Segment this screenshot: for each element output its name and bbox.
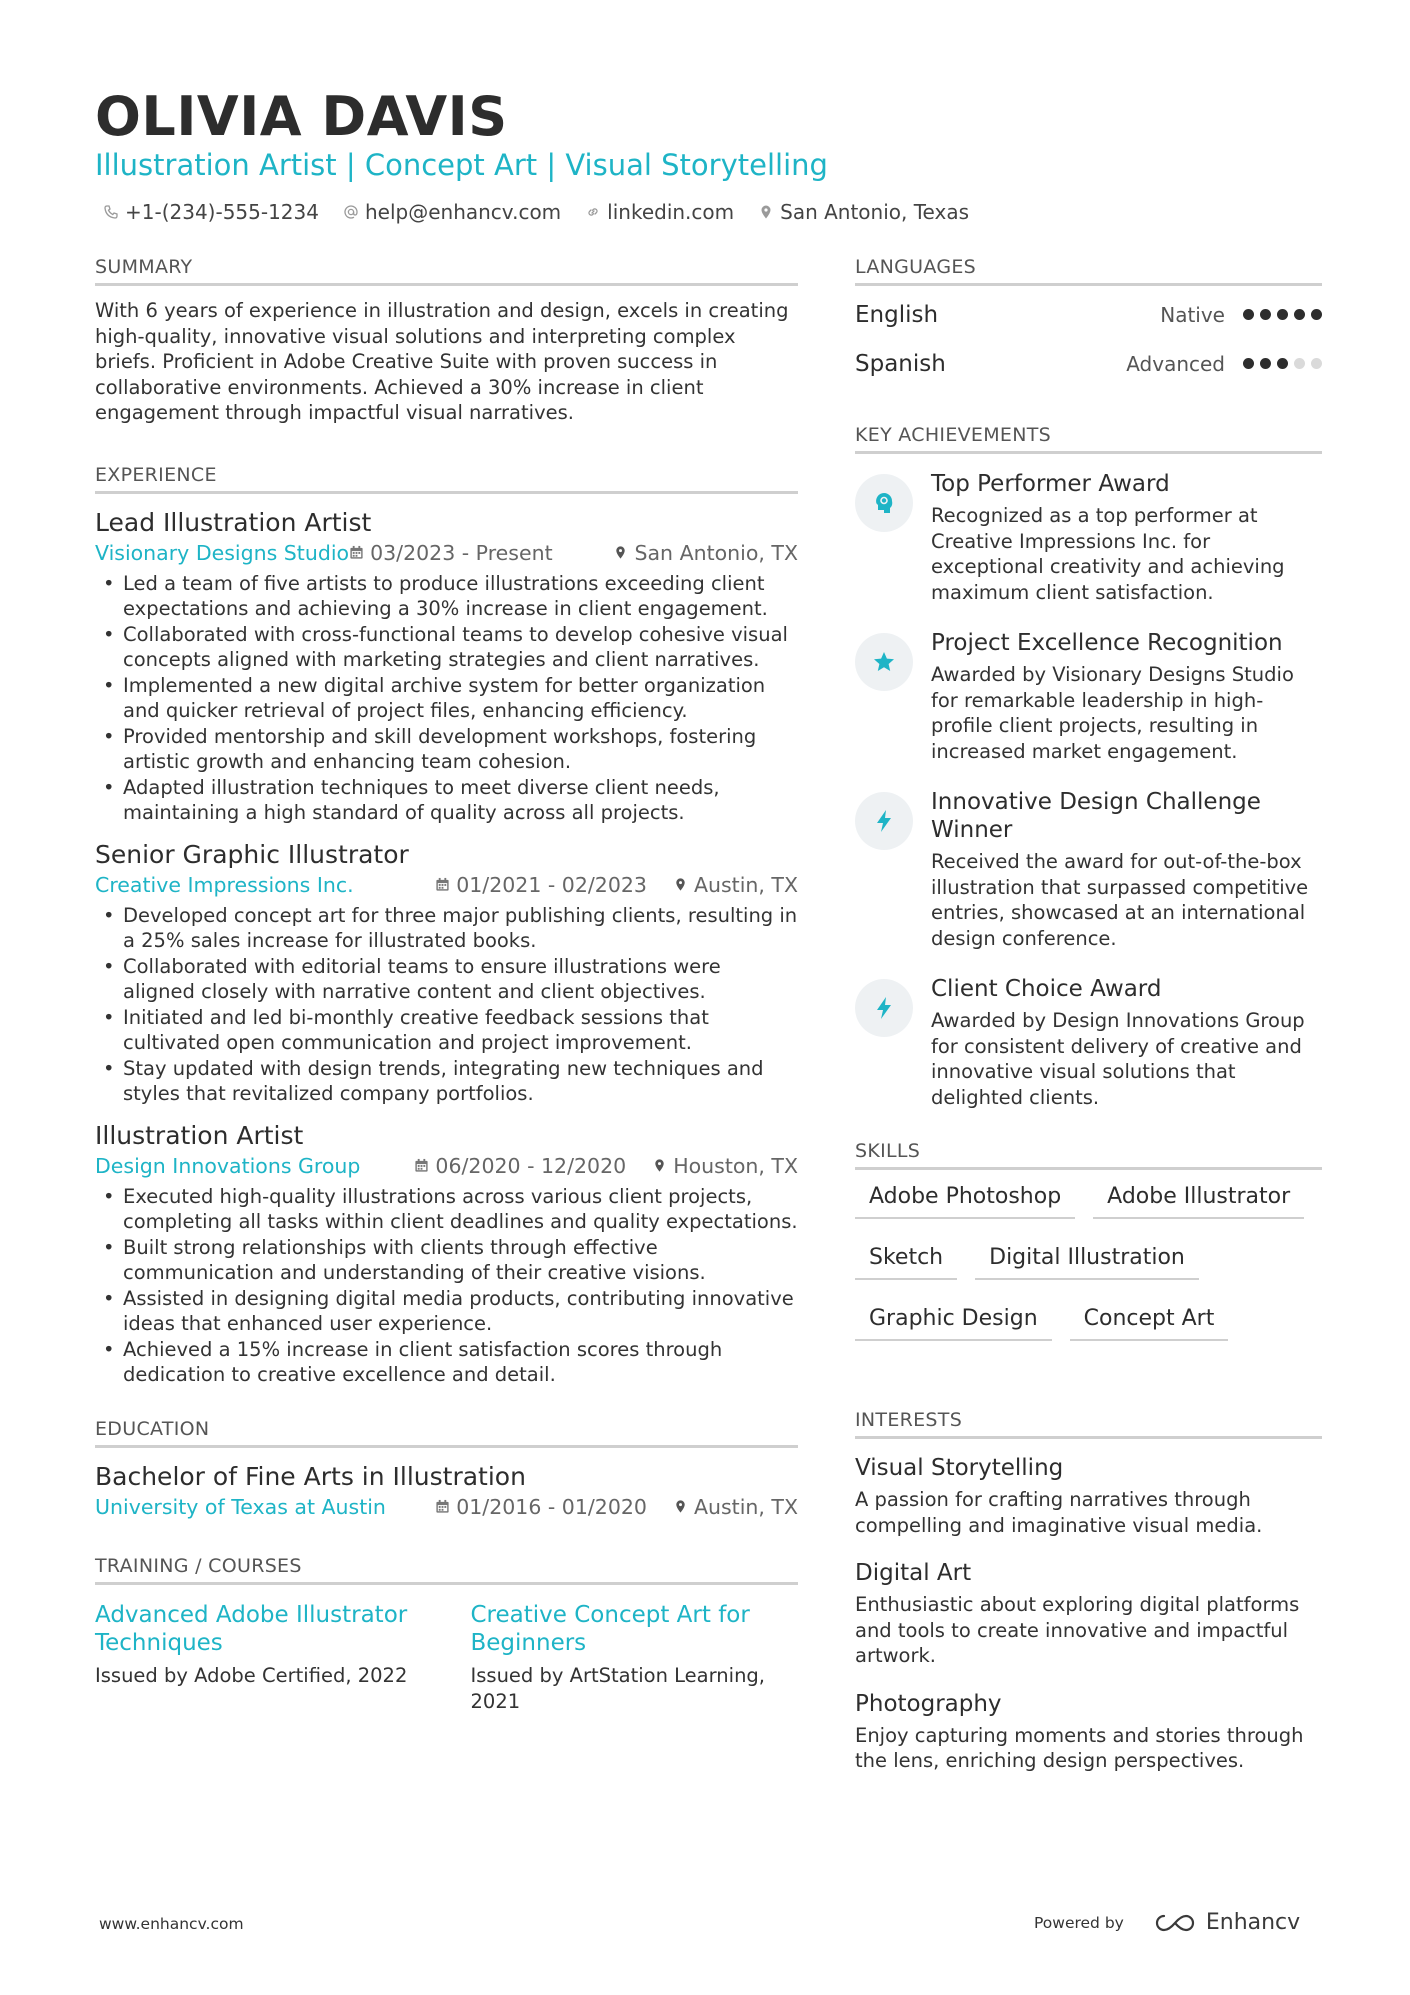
job-bullets xyxy=(95,903,798,1107)
calendar-icon xyxy=(349,545,364,560)
location-pin-icon xyxy=(652,1157,667,1174)
job-bullet: • Assisted in designing digital media products, contributing innovative ideas that enhanced user experience. xyxy=(95,1286,798,1337)
experience-title: EXPERIENCE xyxy=(95,464,798,494)
achievement-item xyxy=(855,629,1322,764)
job-title: Senior Graphic Illustrator xyxy=(95,839,409,869)
course-title: Advanced Adobe Illustrator Techniques xyxy=(95,1601,408,1656)
education-meta xyxy=(95,1495,798,1519)
job-company: Design Innovations Group xyxy=(95,1153,361,1178)
star-icon xyxy=(855,633,913,691)
calendar-icon xyxy=(414,1158,429,1173)
interest-desc: Enjoy capturing moments and stories through the lens, enriching design perspectives. xyxy=(855,1723,1304,1772)
job-bullets xyxy=(95,571,798,826)
job-title: Illustration Artist xyxy=(95,1120,304,1150)
job-title: Lead Illustration Artist xyxy=(95,507,372,537)
achievement-item xyxy=(855,975,1322,1110)
contact-location xyxy=(758,200,969,224)
training-title: TRAINING / COURSES xyxy=(95,1555,798,1585)
languages-title: LANGUAGES xyxy=(855,256,1322,286)
right-column xyxy=(855,256,1322,1796)
job-location xyxy=(613,541,798,565)
job-bullet: • Led a team of five artists to produce illustrations exceeding client expectations and achieving a 30% increase in client engagement. xyxy=(95,571,798,622)
course-item xyxy=(95,1601,423,1715)
left-column xyxy=(95,256,798,1715)
footer-url[interactable]: www.enhancv.com xyxy=(99,1915,244,1933)
location-pin-icon xyxy=(758,204,774,220)
job-dates xyxy=(349,541,553,565)
job-company: Creative Impressions Inc. xyxy=(95,872,354,897)
achievement-title: Top Performer Award xyxy=(931,471,1170,497)
education-location xyxy=(673,1495,798,1519)
interest-desc: A passion for crafting narratives through compelling and imaginative visual media. xyxy=(855,1488,1263,1537)
candidate-name: OLIVIA DAVIS xyxy=(95,85,508,148)
lightning-bolt-icon xyxy=(855,979,913,1037)
interest-item xyxy=(855,1560,1322,1669)
achievement-title: Innovative Design Challenge Winner xyxy=(931,789,1261,843)
job-bullet: • Developed concept art for three major publishing clients, resulting in a 25% sales increase for illustrated books. xyxy=(95,903,798,954)
language-name: Spanish xyxy=(855,350,946,377)
course-issuer: Issued by ArtStation Learning, 2021 xyxy=(470,1663,765,1713)
contact-linkedin[interactable] xyxy=(585,200,734,224)
contact-bar xyxy=(103,200,969,224)
skills-title: SKILLS xyxy=(855,1140,1322,1170)
interest-item xyxy=(855,1691,1322,1774)
job-entry xyxy=(95,1121,798,1388)
skill-tag: Graphic Design xyxy=(855,1300,1052,1341)
language-name: English xyxy=(855,301,939,328)
skills-section xyxy=(855,1140,1322,1361)
rating-dot xyxy=(1260,358,1271,369)
job-entry xyxy=(95,508,798,826)
job-bullet: • Implemented a new digital archive system for better organization and quicker retrieval of project files, enhancing efficiency. xyxy=(95,673,798,724)
headline: Illustration Artist | Concept Art | Visual Storytelling xyxy=(95,148,828,182)
job-dates-text: 06/2020 - 12/2020 xyxy=(435,1153,627,1178)
skill-tag: Digital Illustration xyxy=(975,1239,1199,1280)
interests-title: INTERESTS xyxy=(855,1409,1322,1439)
education-location-text: Austin, TX xyxy=(693,1494,798,1519)
job-dates-text: 03/2023 - Present xyxy=(370,540,553,565)
job-bullet: • Collaborated with editorial teams to ensure illustrations were aligned closely with narrative content and client objectives. xyxy=(95,954,798,1005)
education-dates xyxy=(435,1495,647,1519)
course-item xyxy=(471,1601,799,1715)
language-row xyxy=(855,290,1322,339)
contact-email-text: help@enhancv.com xyxy=(364,200,562,224)
location-pin-icon xyxy=(613,544,628,561)
job-dates xyxy=(414,1154,626,1178)
powered-by-label: Powered by xyxy=(1034,1913,1124,1932)
education-section xyxy=(95,1418,798,1519)
job-meta xyxy=(95,541,798,565)
education-dates-text: 01/2016 - 01/2020 xyxy=(456,1494,647,1519)
job-bullet: • Built strong relationships with clients through effective communication and understanding of their creative visions. xyxy=(95,1235,798,1286)
brand-logo xyxy=(1152,1910,1300,1935)
job-bullet: • Achieved a 15% increase in client satisfaction scores through dedication to creative excellence and detail. xyxy=(95,1337,798,1388)
interest-title: Photography xyxy=(855,1690,1002,1717)
achievement-desc: Received the award for out-of-the-box illustration that surpassed competitive entries, showcased at an international design conference. xyxy=(931,850,1309,950)
contact-phone-text: +1-(234)-555-1234 xyxy=(125,200,319,224)
job-entry xyxy=(95,840,798,1107)
interest-title: Visual Storytelling xyxy=(855,1455,1064,1481)
school: University of Texas at Austin xyxy=(95,1494,386,1519)
job-location-text: Austin, TX xyxy=(693,872,798,897)
rating-dot xyxy=(1277,358,1288,369)
language-level: Native xyxy=(1160,302,1225,327)
phone-icon xyxy=(103,204,119,220)
achievement-desc: Awarded by Visionary Designs Studio for remarkable leadership in high-profile client projects, resulting in increased market engagement. xyxy=(931,663,1294,763)
location-pin-icon xyxy=(673,1498,688,1515)
location-pin-icon xyxy=(673,876,688,893)
achievement-item xyxy=(855,470,1322,605)
job-location xyxy=(652,1154,798,1178)
job-bullet: • Initiated and led bi-monthly creative feedback sessions that cultivated open communication and project improvement. xyxy=(95,1005,798,1056)
skill-tag: Adobe Photoshop xyxy=(855,1178,1075,1219)
job-dates xyxy=(435,873,647,897)
skill-tag: Adobe Illustrator xyxy=(1093,1178,1304,1219)
experience-section xyxy=(95,464,798,1388)
achievement-item xyxy=(855,788,1322,951)
achievement-desc: Recognized as a top performer at Creative Impressions Inc. for exceptional creativity and achieving maximum client satisfaction. xyxy=(931,504,1285,604)
job-bullets xyxy=(95,1184,798,1388)
interest-desc: Enthusiastic about exploring digital platforms and tools to create innovative and impactful artwork. xyxy=(855,1593,1300,1667)
rating-dot xyxy=(1294,309,1305,320)
interest-title: Digital Art xyxy=(855,1560,972,1586)
language-rating xyxy=(1243,309,1322,320)
course-issuer: Issued by Adobe Certified, 2022 xyxy=(95,1663,408,1687)
job-location-text: Houston, TX xyxy=(673,1153,798,1178)
brain-head-icon xyxy=(855,474,913,532)
summary-title: SUMMARY xyxy=(95,256,798,286)
skill-tag: Sketch xyxy=(855,1239,957,1280)
rating-dot xyxy=(1277,309,1288,320)
course-title: Creative Concept Art for Beginners xyxy=(470,1601,750,1656)
course-list xyxy=(95,1601,798,1715)
job-meta xyxy=(95,873,798,897)
education-title: EDUCATION xyxy=(95,1418,798,1448)
job-meta xyxy=(95,1154,798,1178)
rating-dot xyxy=(1311,358,1322,369)
skill-tag: Concept Art xyxy=(1070,1300,1229,1341)
contact-email[interactable] xyxy=(343,200,561,224)
summary-section xyxy=(95,256,798,426)
contact-linkedin-text: linkedin.com xyxy=(607,200,735,224)
calendar-icon xyxy=(435,877,450,892)
language-level: Advanced xyxy=(1126,351,1225,376)
job-dates-text: 01/2021 - 02/2023 xyxy=(456,872,647,897)
rating-dot xyxy=(1243,358,1254,369)
interests-section xyxy=(855,1409,1322,1774)
brand-name: Enhancv xyxy=(1205,1910,1301,1935)
summary-text: With 6 years of experience in illustration and design, excels in creating high-quality, innovative visual solutions and interpreting complex briefs. Proficient in Adobe Creative Suite with proven success in collaborative environments. Achieved a 30% increase in client engagement through impactful visual narratives. xyxy=(95,299,789,424)
achievement-desc: Awarded by Design Innovations Group for consistent delivery of creative and innovative visual solutions that delighted clients. xyxy=(931,1009,1305,1109)
job-location-text: San Antonio, TX xyxy=(634,540,798,565)
job-bullet: • Collaborated with cross-functional teams to develop cohesive visual concepts aligned with marketing strategies and client narratives. xyxy=(95,622,798,673)
achievement-title: Client Choice Award xyxy=(931,976,1162,1002)
rating-dot xyxy=(1311,309,1322,320)
rating-dot xyxy=(1243,309,1254,320)
calendar-icon xyxy=(435,1499,450,1514)
training-section xyxy=(95,1555,798,1715)
at-icon xyxy=(343,204,359,220)
rating-dot xyxy=(1294,358,1305,369)
achievement-title: Project Excellence Recognition xyxy=(931,630,1283,656)
job-bullet: • Provided mentorship and skill development workshops, fostering artistic growth and enhancing team cohesion. xyxy=(95,724,798,775)
achievements-title: KEY ACHIEVEMENTS xyxy=(855,424,1322,454)
link-icon xyxy=(585,204,601,220)
achievements-section xyxy=(855,424,1322,1110)
skill-list xyxy=(855,1178,1322,1361)
lightning-bolt-icon xyxy=(855,792,913,850)
infinity-logo-icon xyxy=(1152,1912,1198,1934)
job-bullet: • Stay updated with design trends, integrating new techniques and styles that revitalized company portfolios. xyxy=(95,1056,798,1107)
interest-item xyxy=(855,1455,1322,1538)
language-rating xyxy=(1243,358,1322,369)
job-bullet: • Adapted illustration techniques to meet diverse client needs, maintaining a high standard of quality across all projects. xyxy=(95,775,798,826)
job-bullet: • Executed high-quality illustrations across various client projects, completing all tasks within client deadlines and quality expectations. xyxy=(95,1184,798,1235)
job-company: Visionary Designs Studio xyxy=(95,540,350,565)
powered-by xyxy=(1034,1910,1300,1935)
language-row xyxy=(855,339,1322,388)
job-location xyxy=(673,873,798,897)
degree: Bachelor of Fine Arts in Illustration xyxy=(95,1461,526,1491)
contact-location-text: San Antonio, Texas xyxy=(780,200,970,224)
rating-dot xyxy=(1260,309,1271,320)
contact-phone[interactable] xyxy=(103,200,319,224)
languages-section xyxy=(855,256,1322,388)
